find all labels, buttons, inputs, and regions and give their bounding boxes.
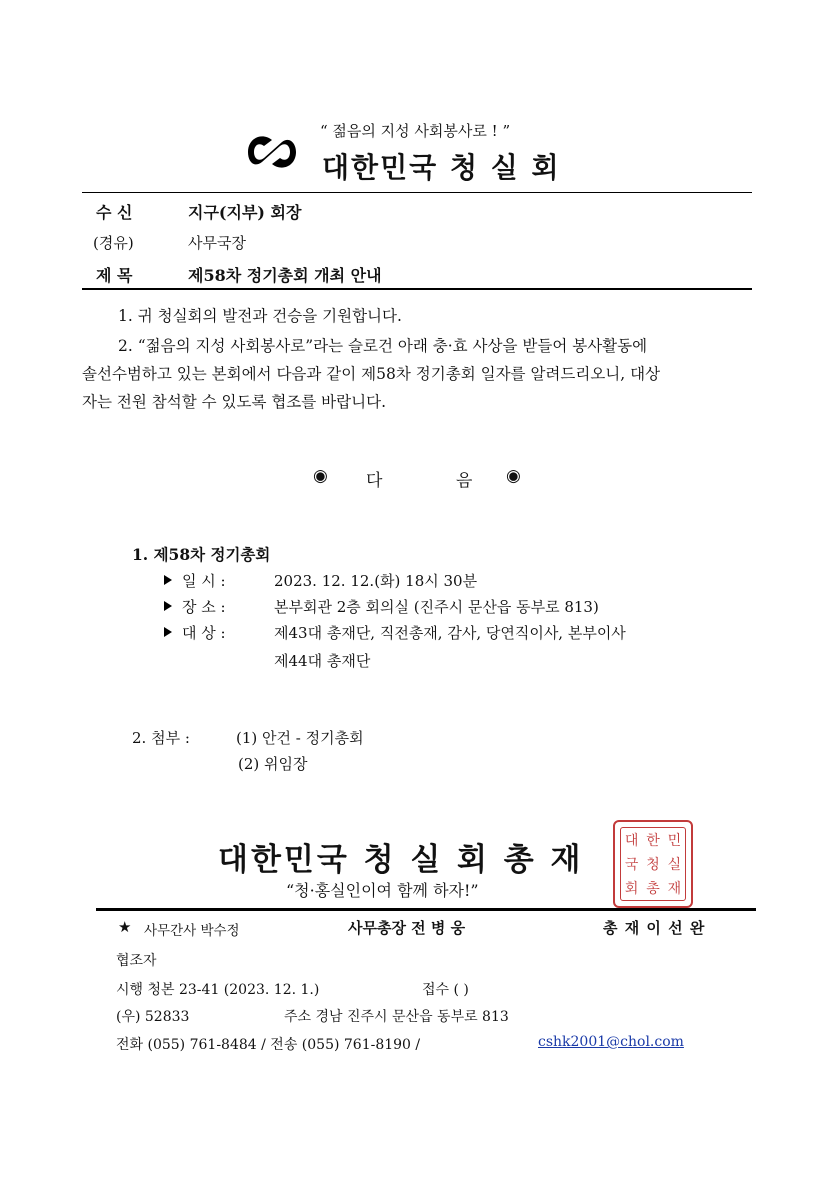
date-value: 2023. 12. 12.(화) 18시 30분 [274,572,478,590]
notice-word-1: 다 [366,471,383,491]
via-label: (경유) [93,234,134,252]
via-value: 사무국장 [188,234,246,252]
body-para-2-line-3: 자는 전원 참석할 수 있도록 협조를 바랍니다. [82,393,387,411]
item1-place-row [164,596,226,617]
place-value: 본부회관 2층 회의실 (진주시 문산읍 동부로 813) [274,598,599,616]
org-name: 대한민국 청 실 회 [322,151,561,184]
item1-date-row [164,570,226,591]
footer-rule [96,908,756,911]
address: 주소 경남 진주시 문산읍 동부로 813 [284,1009,509,1025]
staff-name: 사무간사 박수정 [144,923,240,939]
notice-left-mark: ◉ [313,466,328,486]
target-label: 대 상 : [182,624,226,642]
president-name: 총 재 이 선 완 [603,919,706,937]
seal-char: 실 [667,857,682,873]
sender-motto: “청·홍실인이여 함께 하자!” [286,881,479,900]
official-seal [613,820,693,908]
seal-char: 청 [646,857,660,873]
recipient-value: 지구(지부) 회장 [188,203,302,222]
body-para-1: 1. 귀 청실회의 발전과 건승을 기원합니다. [118,307,402,325]
seal-char: 총 [646,881,660,897]
triangle-bullet-icon [164,627,172,637]
item1-title: 1. 제58차 정기총회 [132,545,271,564]
seal-char: 민 [667,833,682,849]
notice-right-mark: ◉ [506,466,521,486]
seal-char: 대 [624,833,639,849]
date-label: 일 시 : [182,572,226,590]
attachment-2: (2) 위임장 [238,755,308,773]
subject-label: 제 목 [96,266,133,285]
phone-fax: 전화 (055) 761-8484 / 전송 (055) 761-8190 / [116,1037,421,1053]
sender-name: 대한민국 청 실 회 총 재 [218,842,584,878]
place-label: 장 소 : [182,598,226,616]
recipient-label: 수 신 [96,203,133,222]
org-logo-icon [242,128,300,176]
attachment-1: (1) 안건 - 정기총회 [236,729,364,747]
header-rule [82,192,752,193]
item1-target-row [164,622,226,643]
star-icon: ★ [118,918,132,936]
notice-word-2: 음 [456,471,473,491]
subject-rule [82,288,752,290]
seal-char: 한 [646,833,660,849]
triangle-bullet-icon [164,575,172,585]
receipt-info: 접수 ( ) [422,982,469,998]
target-value-1: 제43대 총재단, 직전총재, 감사, 당연직이사, 본부이사 [274,624,626,642]
seal-char: 회 [624,881,639,897]
seal-char: 국 [624,857,639,873]
target-value-2: 제44대 총재단 [274,652,371,670]
seal-char: 재 [667,881,682,897]
cooperator-label: 협조자 [116,953,157,969]
postal-code: (우) 52833 [116,1009,190,1025]
slogan: “ 젊음의 지성 사회봉사로 ! ” [320,122,511,140]
secretary-name: 사무총장 전 병 웅 [348,919,466,937]
triangle-bullet-icon [164,601,172,611]
item2-label: 2. 첨부 : [132,729,190,747]
issue-info: 시행 청본 23-41 (2023. 12. 1.) [116,982,320,998]
subject-value: 제58차 정기총회 개최 안내 [188,266,382,285]
body-para-2-line-1: 2. “젊음의 지성 사회봉사로”라는 슬로건 아래 충·효 사상을 받들어 봉사활동에 [118,337,648,355]
body-para-2-line-2: 솔선수범하고 있는 본회에서 다음과 같이 제58차 정기총회 일자를 알려드리오니, 대상 [82,365,661,383]
email-link[interactable]: cshk2001@chol.com [538,1034,684,1050]
